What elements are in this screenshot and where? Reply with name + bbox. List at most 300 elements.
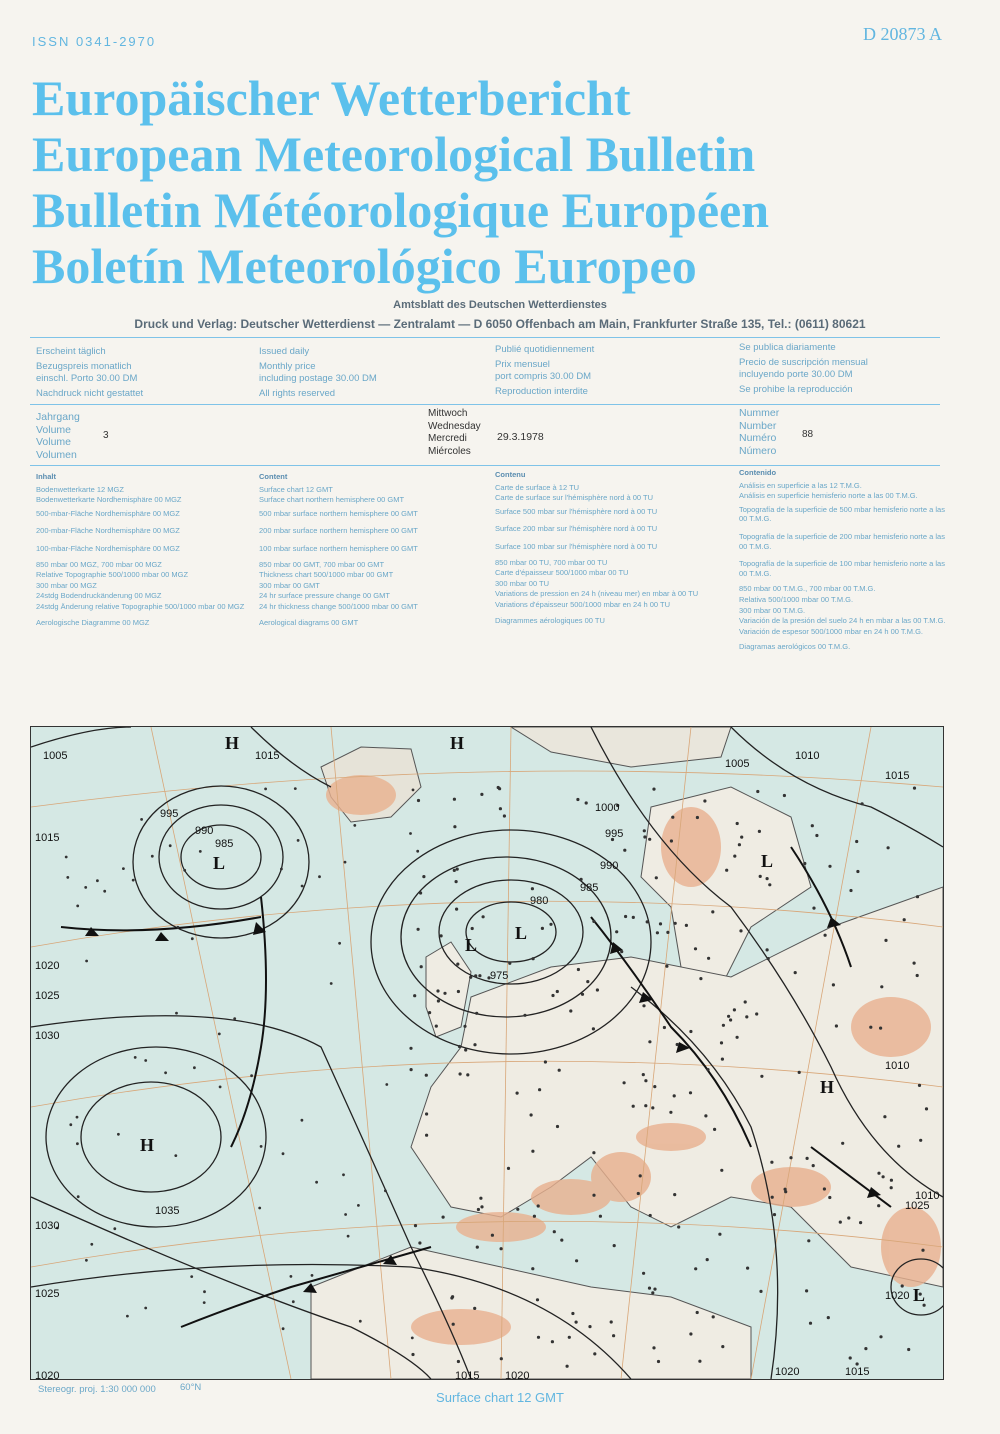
station-dot [479, 1197, 482, 1200]
isobar-label: 1020 [35, 1370, 60, 1379]
station-dot [463, 1025, 466, 1028]
station-dot [689, 1030, 692, 1033]
contents-item: Aerological diagrams 00 GMT [259, 617, 359, 627]
station-dot [85, 1259, 88, 1262]
station-dot [533, 1215, 536, 1218]
station-dot [759, 1290, 762, 1293]
station-dot [420, 965, 423, 968]
high-pressure-center: H [820, 1077, 835, 1097]
station-dot [592, 1151, 595, 1154]
station-dot [877, 1172, 880, 1175]
station-dot [921, 1249, 924, 1252]
station-dot [707, 957, 710, 960]
station-dot [500, 1247, 503, 1250]
station-dot [841, 1142, 844, 1145]
station-dot [803, 862, 806, 865]
station-dot [523, 1014, 526, 1017]
contents-fr [495, 470, 730, 626]
low-pressure-center: L [761, 851, 774, 871]
station-dot [290, 1275, 293, 1278]
isobar-label: 1025 [35, 1288, 60, 1300]
contents-item: 100 mbar surface northern hemisphere 00 GMT [259, 543, 418, 553]
station-dot [718, 1233, 721, 1236]
station-dot [338, 942, 341, 945]
station-dot [706, 1258, 709, 1261]
station-dot [890, 1186, 893, 1189]
isobar-label: 1020 [505, 1370, 530, 1379]
station-dot [103, 890, 106, 893]
station-dot [536, 1298, 539, 1301]
station-dot [385, 1083, 388, 1086]
station-dot [849, 889, 852, 892]
station-dot [126, 1315, 129, 1318]
station-dot [177, 926, 180, 929]
station-dot [903, 918, 906, 921]
station-dot [344, 861, 347, 864]
projection-caption: Stereogr. proj. 1:30 000 000 [38, 1384, 156, 1395]
contents-item: Variación de la presión del suelo 24 h en mbar a las 00 T.M.G. [739, 616, 946, 626]
contents-item: Surface 500 mbar sur l'hémisphère nord à 00 TU [495, 506, 658, 516]
low-pressure-center: L [465, 935, 478, 955]
station-dot [311, 1274, 314, 1277]
station-dot [740, 836, 743, 839]
station-dot [897, 1145, 900, 1148]
station-dot [916, 974, 919, 977]
station-dot [925, 1107, 928, 1110]
station-dot [455, 880, 458, 883]
contents-heading: Contenido [739, 468, 777, 477]
station-dot [469, 976, 472, 979]
station-dot [556, 990, 559, 993]
station-dot [721, 1058, 724, 1061]
station-dot [174, 1154, 177, 1157]
station-dot [651, 1106, 654, 1109]
station-dot [646, 920, 649, 923]
isobar-label: 1010 [885, 1060, 910, 1072]
high-pressure-center: H [450, 733, 465, 753]
station-dot [475, 1012, 478, 1015]
station-dot [918, 1084, 921, 1087]
station-dot [353, 824, 356, 827]
contents-item: Topografía de la superficie de 500 mbar hemisferio norte a las 00 T.M.G. [739, 504, 945, 524]
station-dot [411, 1353, 414, 1356]
station-dot [292, 1300, 295, 1303]
station-dot [443, 992, 446, 995]
station-dot [532, 957, 535, 960]
isobar-label: 990 [600, 860, 619, 872]
station-dot [721, 1345, 724, 1348]
station-dot [576, 798, 579, 801]
station-dot [722, 1024, 725, 1027]
station-dot [652, 1346, 655, 1349]
station-dot [649, 1214, 652, 1217]
station-dot [674, 922, 677, 925]
station-dot [696, 1311, 699, 1314]
isobar-label: 1010 [915, 1190, 940, 1202]
contents-item: Diagramas aerológicos 00 T.M.G. [739, 642, 851, 652]
title-en: European Meteorological Bulletin [32, 126, 756, 182]
station-dot [696, 816, 699, 819]
number-labels: Nummer Number Numéro Número [739, 407, 780, 457]
station-dot [592, 1194, 595, 1197]
station-dot [456, 963, 459, 966]
station-dot [670, 839, 673, 842]
station-dot [480, 1205, 483, 1208]
isobar-label: 1025 [35, 990, 60, 1002]
contents-item: Surface 200 mbar sur l'hémisphère nord à 00 TU [495, 524, 658, 534]
station-dot [657, 1360, 660, 1363]
station-dot [480, 793, 483, 796]
station-dot [478, 974, 481, 977]
station-dot [729, 1018, 732, 1021]
isobar-label: 1030 [35, 1220, 60, 1232]
station-dot [425, 1112, 428, 1115]
isobar-label: 1005 [43, 750, 68, 762]
station-dot [144, 1059, 147, 1062]
station-dot [739, 929, 742, 932]
low-pressure-center: L [213, 853, 226, 873]
chart-caption: Surface chart 12 GMT [436, 1390, 564, 1405]
station-dot [66, 876, 69, 879]
station-dot [907, 1348, 910, 1351]
station-dot [384, 1189, 387, 1192]
isobar-label: 1010 [795, 750, 820, 762]
station-dot [425, 1074, 428, 1077]
station-dot [84, 886, 87, 889]
subscription-fr: Publié quotidiennement Prix mensuel port compris 30.00 DM Reproduction interdite [495, 344, 595, 397]
station-dot [593, 1352, 596, 1355]
station-dot [452, 1323, 455, 1326]
station-dot [315, 1181, 318, 1184]
station-dot [297, 839, 300, 842]
station-dot [183, 869, 186, 872]
station-dot [113, 1227, 116, 1230]
contents-item: Thickness chart 500/1000 mbar 00 GMT [259, 570, 394, 580]
station-dot [516, 1092, 519, 1095]
station-dot [643, 835, 646, 838]
station-dot [473, 1043, 476, 1046]
station-dot [745, 1015, 748, 1018]
station-dot [508, 962, 511, 965]
station-dot [507, 1167, 510, 1170]
station-dot [811, 824, 814, 827]
contents-item: 500-mbar-Fläche Nordhemisphäre 00 MGZ [36, 508, 180, 518]
station-dot [798, 1071, 801, 1074]
station-dot [620, 950, 623, 953]
contents-item: Surface 100 mbar sur l'hémisphère nord à 00 TU [495, 541, 658, 551]
station-dot [541, 927, 544, 930]
station-dot [669, 1111, 672, 1114]
station-dot [653, 1288, 656, 1291]
station-dot [414, 1224, 417, 1227]
station-dot [694, 1267, 697, 1270]
station-dot [612, 1334, 615, 1337]
station-dot [599, 1215, 602, 1218]
station-dot [410, 1068, 413, 1071]
contents-item: Variación de espesor 500/1000 mbar en 24 h 00 T.M.G. [739, 626, 924, 636]
isobar-label: 1000 [595, 802, 620, 814]
station-dot [864, 1347, 867, 1350]
isobar-label: 1015 [35, 832, 60, 844]
land-africa [311, 1247, 751, 1379]
station-dot [250, 1074, 253, 1077]
station-dot [615, 930, 618, 933]
station-dot [568, 1336, 571, 1339]
station-dot [877, 1204, 880, 1207]
contents-item: 24stdg Änderung relative Topographie 500/1000 mbar 00 MGZ [36, 601, 245, 611]
station-dot [175, 1012, 178, 1015]
station-dot [499, 807, 502, 810]
weather-map [31, 727, 943, 1379]
title-es: Boletín Meteorológico Europeo [32, 238, 697, 294]
publisher-line: Druck und Verlag: Deutscher Wetterdienst — Zentralamt — D 6050 Offenbach am Main, Frankfurter Straße 135, Tel.: (0611) 80621 [134, 317, 866, 331]
station-dot [491, 1234, 494, 1237]
station-dot [592, 1027, 595, 1030]
station-dot [806, 1157, 809, 1160]
contents-item: Surface chart 12 GMT [259, 484, 333, 494]
station-dot [476, 1246, 479, 1249]
land-british-isles [426, 942, 471, 1037]
station-dot [663, 1026, 666, 1029]
station-dot [694, 947, 697, 950]
station-dot [689, 1091, 692, 1094]
isobar-label: 995 [160, 808, 179, 820]
contents-item: Variations d'épaisseur 500/1000 mbar en 24 h 00 TU [495, 599, 671, 609]
station-dot [191, 937, 194, 940]
station-dot [827, 1316, 830, 1319]
contents-item: 24 hr surface pressure change 00 GMT [259, 591, 390, 601]
station-dot [219, 1086, 222, 1089]
station-dot [436, 989, 439, 992]
station-dot [713, 1128, 716, 1131]
isobar-label: 1015 [885, 770, 910, 782]
station-dot [771, 1196, 774, 1199]
station-dot [879, 1027, 882, 1030]
station-dot [901, 1284, 904, 1287]
station-dot [656, 931, 659, 934]
low-pressure-center: L [515, 923, 528, 943]
subscription-es: Se publica diariamente Precio de suscripción mensual incluyendo porte 30.00 DM Se prohibe la reproducción [739, 342, 868, 395]
station-dot [151, 855, 154, 858]
station-dot [847, 1216, 850, 1219]
station-dot [76, 905, 79, 908]
contents-item: Aerologische Diagramme 00 MGZ [36, 617, 150, 627]
station-dot [839, 1221, 842, 1224]
station-dot [122, 867, 125, 870]
document-code: D 20873 A [862, 24, 942, 44]
station-dot [869, 1026, 872, 1029]
isobar-label: 1005 [725, 758, 750, 770]
station-dot [581, 993, 584, 996]
station-dot [768, 883, 771, 886]
station-dot [759, 875, 762, 878]
station-dot [699, 977, 702, 980]
contents-item: Topografía de la superficie de 200 mbar hemisferio norte a las 00 T.M.G. [739, 531, 945, 551]
station-dot [203, 1290, 206, 1293]
station-dot [199, 850, 202, 853]
station-dot [849, 1356, 852, 1359]
station-dot [596, 988, 599, 991]
station-dot [884, 939, 887, 942]
station-dot [76, 1142, 79, 1145]
station-dot [417, 928, 420, 931]
high-pressure-center: H [140, 1135, 155, 1155]
station-dot [644, 1104, 647, 1107]
station-dot [733, 1008, 736, 1011]
volume-value: 3 [103, 430, 109, 441]
station-dot [537, 1336, 540, 1339]
station-dot [727, 1015, 730, 1018]
station-dot [577, 968, 580, 971]
contents-heading: Contenu [495, 470, 526, 479]
station-dot [653, 1085, 656, 1088]
station-dot [258, 1207, 261, 1210]
title-de: Europäischer Wetterbericht [32, 70, 631, 126]
station-dot [134, 1056, 137, 1059]
station-dot [417, 799, 420, 802]
divider [30, 465, 940, 466]
station-dot [828, 865, 831, 868]
station-dot [457, 1360, 460, 1363]
isobar-label: 1030 [35, 1030, 60, 1042]
station-dot [457, 990, 460, 993]
station-dot [880, 985, 883, 988]
station-dot [767, 957, 770, 960]
contents-heading: Content [259, 472, 288, 481]
station-dot [711, 910, 714, 913]
station-dot [280, 868, 283, 871]
subscription-de: Erscheint täglich Bezugspreis monatlich einschl. Porto 30.00 DM Nachdruck nicht gestattet [36, 346, 144, 399]
station-dot [301, 1119, 304, 1122]
station-dot [812, 907, 815, 910]
station-dot [77, 1195, 80, 1198]
station-dot [69, 1123, 72, 1126]
isobar-label: 1020 [35, 960, 60, 972]
day-labels: Mittwoch Wednesday Mercredi Miércoles [428, 408, 481, 457]
contents-item: Carte de surface à 12 TU [495, 482, 580, 492]
station-dot [642, 1272, 645, 1275]
station-dot [725, 869, 728, 872]
station-dot [755, 1012, 758, 1015]
latitude-caption: 60°N [180, 1382, 202, 1393]
station-dot [556, 1125, 559, 1128]
station-dot [643, 829, 646, 832]
station-dot [676, 1043, 679, 1046]
station-dot [466, 1073, 469, 1076]
station-dot [704, 1114, 707, 1117]
station-dot [413, 994, 416, 997]
station-dot [569, 1009, 572, 1012]
station-dot [560, 1239, 563, 1242]
station-dot [624, 915, 627, 918]
isobar-label: 1025 [905, 1200, 930, 1212]
station-dot [887, 846, 890, 849]
station-dot [342, 1173, 345, 1176]
station-dot [712, 1315, 715, 1318]
station-dot [551, 1340, 554, 1343]
contents-item: 300 mbar 00 T.M.G. [739, 605, 806, 615]
contents-item: Carte d'épaisseur 500/1000 mbar 00 TU [495, 568, 629, 578]
station-dot [812, 1164, 815, 1167]
contents-item: Carte de surface sur l'hémisphère nord à 00 TU [495, 493, 654, 503]
station-dot [883, 1115, 886, 1118]
isobar-label: 1015 [255, 750, 280, 762]
station-dot [610, 1320, 613, 1323]
station-dot [571, 1312, 574, 1315]
station-dot [538, 1088, 541, 1091]
station-dot [807, 1239, 810, 1242]
station-dot [673, 1094, 676, 1097]
station-dot [671, 816, 674, 819]
station-dot [264, 788, 267, 791]
isobar-label: 985 [580, 882, 599, 894]
station-dot [585, 801, 588, 804]
station-dot [815, 834, 818, 837]
station-dot [464, 1048, 467, 1051]
station-dot [442, 1216, 445, 1219]
station-dot [190, 1275, 193, 1278]
station-dot [720, 1041, 723, 1044]
surface-chart-map [30, 726, 944, 1380]
station-dot [703, 799, 706, 802]
high-pressure-center: H [225, 733, 240, 753]
station-dot [458, 1045, 461, 1048]
station-dot [549, 923, 552, 926]
station-dot [450, 1296, 453, 1299]
station-dot [357, 1204, 360, 1207]
station-dot [553, 1230, 556, 1233]
contents-heading: Inhalt [36, 472, 56, 481]
issn: ISSN 0341-2970 [32, 34, 157, 49]
station-dot [169, 844, 172, 847]
isobar-label: 990 [195, 825, 214, 837]
divider [30, 404, 940, 405]
station-dot [648, 1040, 651, 1043]
station-dot [588, 1325, 591, 1328]
station-dot [758, 830, 761, 833]
station-dot [453, 825, 456, 828]
station-dot [203, 1301, 206, 1304]
station-dot [890, 1179, 893, 1182]
station-dot [805, 1289, 808, 1292]
volume-labels: Jahrgang Volume Volume Volumen [36, 411, 80, 461]
station-dot [665, 965, 668, 968]
contents-item: Relativa 500/1000 mbar 00 T.M.G. [739, 594, 854, 604]
contents-de [36, 472, 251, 628]
station-dot [416, 850, 419, 853]
station-dot [632, 1105, 635, 1108]
station-dot [418, 1241, 421, 1244]
station-dot [344, 1213, 347, 1216]
station-dot [551, 994, 554, 997]
station-dot [855, 840, 858, 843]
station-dot [482, 915, 485, 918]
station-dot [770, 1161, 773, 1164]
station-dot [301, 885, 304, 888]
station-dot [698, 1360, 701, 1363]
station-dot [613, 1244, 616, 1247]
station-dot [733, 855, 736, 858]
title-fr: Bulletin Météorologique Européen [32, 182, 770, 238]
station-dot [500, 1357, 503, 1360]
station-dot [477, 1208, 480, 1211]
issue-number: 88 [802, 429, 814, 440]
station-dot [666, 931, 669, 934]
contents-item: 850 mbar 00 MGZ, 700 mbar 00 MGZ [36, 559, 162, 569]
station-dot [330, 982, 333, 985]
station-dot [677, 1225, 680, 1228]
station-dot [651, 1291, 654, 1294]
